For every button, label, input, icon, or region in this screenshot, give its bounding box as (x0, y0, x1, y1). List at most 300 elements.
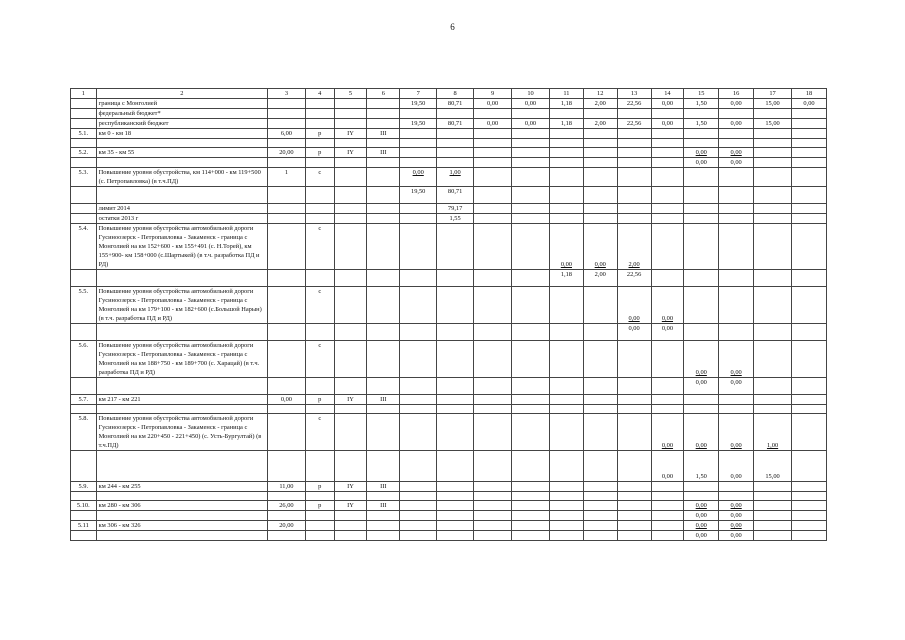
table-cell (512, 214, 550, 224)
column-header: 15 (684, 89, 719, 99)
table-cell: 0,00 (684, 414, 719, 451)
table-cell (583, 451, 617, 482)
table-cell (305, 405, 334, 414)
table-cell (400, 482, 437, 492)
table-cell (334, 341, 367, 378)
table-cell: 0,00 (549, 224, 583, 270)
table-cell (474, 482, 512, 492)
table-cell (437, 378, 474, 395)
table-cell (549, 341, 583, 378)
table-row (71, 287, 827, 324)
table-cell (651, 501, 684, 511)
table-cell (474, 511, 512, 521)
row-name (96, 531, 267, 541)
column-header: 7 (400, 89, 437, 99)
table-cell (474, 158, 512, 168)
table-cell (792, 214, 827, 224)
table-cell (792, 270, 827, 287)
table-cell (792, 482, 827, 492)
table-cell (437, 287, 474, 324)
table-cell (267, 158, 305, 168)
row-name: федеральный бюджет* (96, 109, 267, 119)
row-name: Повышение уровня обустройства автомобильной дороги Гусиноозерск - Петропавловка - Закаменск - граница с Монголией на км 152+600 - км 155+491 (с. Н.Торей), км 155+900- км 158+000 (с.Шартыкей) (в т.ч. разработка ПД и РД) (96, 224, 267, 270)
table-cell (437, 224, 474, 270)
table-cell (549, 168, 583, 187)
table-cell (437, 482, 474, 492)
table-cell (549, 405, 583, 414)
table-cell (437, 501, 474, 511)
table-cell (512, 148, 550, 158)
table-cell (474, 451, 512, 482)
row-name (96, 270, 267, 287)
row-number: 5.7. (71, 395, 97, 405)
table-cell (651, 148, 684, 158)
table-cell (754, 521, 792, 531)
table-cell (334, 187, 367, 204)
table-cell (651, 204, 684, 214)
table-cell (792, 378, 827, 395)
table-cell (617, 158, 651, 168)
table-cell (400, 378, 437, 395)
table-row (71, 451, 827, 482)
table-cell (334, 214, 367, 224)
table-row (71, 482, 827, 492)
table-cell: 0,00 (719, 511, 754, 521)
table-row (71, 129, 827, 139)
table-cell (305, 109, 334, 119)
column-header: 12 (583, 89, 617, 99)
row-number: 5.8. (71, 414, 97, 451)
table-cell (267, 405, 305, 414)
table-cell (474, 378, 512, 395)
table-cell (474, 148, 512, 158)
table-cell (583, 214, 617, 224)
table-cell (305, 492, 334, 501)
table-cell (512, 378, 550, 395)
table-cell: III (367, 129, 400, 139)
row-name: км 0 - км 18 (96, 129, 267, 139)
row-name: км 244 - км 255 (96, 482, 267, 492)
table-cell: с (305, 224, 334, 270)
row-name: Повышение уровня обустройства автомобильной дороги Гусиноозерск - Петропавловка - Закаменск - граница с Монголией на км 179+100 - км 182+600 (с.Большой Нарын) (в т.ч. разработка ПД и РД) (96, 287, 267, 324)
table-cell (617, 204, 651, 214)
table-cell (549, 214, 583, 224)
table-cell (719, 395, 754, 405)
table-cell (651, 270, 684, 287)
table-cell: IY (334, 501, 367, 511)
table-cell (437, 129, 474, 139)
table-cell (305, 378, 334, 395)
table-cell (474, 395, 512, 405)
page-number: 6 (450, 22, 455, 32)
row-number (71, 511, 97, 521)
table-cell (367, 119, 400, 129)
row-number (71, 139, 97, 148)
table-cell: 2,00 (617, 224, 651, 270)
table-cell (651, 341, 684, 378)
table-cell (617, 129, 651, 139)
table-row (71, 501, 827, 511)
table-cell (651, 378, 684, 395)
table-cell (719, 324, 754, 341)
table-cell (334, 414, 367, 451)
table-cell: 1,18 (549, 119, 583, 129)
table-cell (583, 204, 617, 214)
table-cell: 1,50 (684, 99, 719, 109)
table-cell (400, 270, 437, 287)
table-cell (684, 139, 719, 148)
table-cell (437, 531, 474, 541)
table-row (71, 492, 827, 501)
row-number: 5.2. (71, 148, 97, 158)
table-cell: 0,00 (651, 119, 684, 129)
table-cell (437, 395, 474, 405)
table-cell (305, 204, 334, 214)
table-row (71, 158, 827, 168)
table-cell (400, 139, 437, 148)
table-cell (754, 224, 792, 270)
table-cell (754, 158, 792, 168)
table-cell: 0,00 (719, 158, 754, 168)
table-cell (400, 214, 437, 224)
table-row (71, 414, 827, 451)
table-row (71, 168, 827, 187)
table-cell (334, 324, 367, 341)
table-cell (474, 270, 512, 287)
row-number (71, 204, 97, 214)
table-cell: р (305, 129, 334, 139)
table-cell (754, 139, 792, 148)
table-cell (651, 139, 684, 148)
column-header: 3 (267, 89, 305, 99)
table-cell: 15,00 (754, 99, 792, 109)
table-cell (437, 158, 474, 168)
table-row (71, 531, 827, 541)
table-cell (305, 119, 334, 129)
table-cell (684, 405, 719, 414)
table-cell (792, 204, 827, 214)
row-name: км 35 - км 55 (96, 148, 267, 158)
table-row (71, 270, 827, 287)
table-cell: 1,18 (549, 270, 583, 287)
table-cell (719, 187, 754, 204)
row-number (71, 378, 97, 395)
table-cell: 19,50 (400, 99, 437, 109)
table-cell (334, 204, 367, 214)
table-cell (512, 414, 550, 451)
table-cell (267, 187, 305, 204)
table-cell (437, 511, 474, 521)
row-name: Повышение уровня обустройства, км 114+000 - км 119+500 (с. Петропавловка) (в т.ч.ПД) (96, 168, 267, 187)
table-row (71, 204, 827, 214)
table-cell (512, 341, 550, 378)
table-cell (400, 395, 437, 405)
row-name: км 306 - км 326 (96, 521, 267, 531)
table-cell (367, 511, 400, 521)
table-cell: 0,00 (684, 531, 719, 541)
table-cell (367, 414, 400, 451)
table-cell (367, 378, 400, 395)
table-cell: с (305, 414, 334, 451)
table-cell (512, 109, 550, 119)
table-cell (400, 109, 437, 119)
table-cell (512, 492, 550, 501)
table-cell (367, 341, 400, 378)
table-cell (651, 395, 684, 405)
row-name (96, 187, 267, 204)
table-cell: 6,00 (267, 129, 305, 139)
table-cell (792, 148, 827, 158)
table-cell (651, 405, 684, 414)
table-cell (512, 224, 550, 270)
table-cell (583, 501, 617, 511)
table-cell (583, 511, 617, 521)
table-cell (334, 405, 367, 414)
table-cell (754, 109, 792, 119)
table-cell: 0,00 (651, 99, 684, 109)
table-cell (474, 405, 512, 414)
table-cell (617, 405, 651, 414)
table-cell (792, 168, 827, 187)
table-cell (400, 148, 437, 158)
table-cell: 0,00 (719, 451, 754, 482)
table-cell: 0,00 (512, 119, 550, 129)
table-cell (651, 109, 684, 119)
table-cell (684, 395, 719, 405)
column-header: 1 (71, 89, 97, 99)
table-cell (549, 139, 583, 148)
table-cell: 0,00 (719, 341, 754, 378)
table-cell (267, 214, 305, 224)
table-cell (474, 521, 512, 531)
table-cell (792, 511, 827, 521)
table-cell (305, 187, 334, 204)
table-cell (334, 119, 367, 129)
table-cell: р (305, 395, 334, 405)
table-row (71, 511, 827, 521)
table-cell: 0,00 (651, 414, 684, 451)
table-cell (400, 129, 437, 139)
table-cell (267, 99, 305, 109)
table-cell (437, 109, 474, 119)
table-cell: 80,71 (437, 99, 474, 109)
table-cell (400, 405, 437, 414)
table-cell (651, 482, 684, 492)
table-cell (719, 129, 754, 139)
table-cell (792, 501, 827, 511)
table-cell (792, 414, 827, 451)
row-number: 5.6. (71, 341, 97, 378)
row-name (96, 158, 267, 168)
table-cell (334, 99, 367, 109)
table-cell (583, 129, 617, 139)
table-cell (334, 451, 367, 482)
row-number (71, 99, 97, 109)
table-cell (792, 521, 827, 531)
table-cell: 1 (267, 168, 305, 187)
table-cell (719, 405, 754, 414)
table-cell: 0,00 (512, 99, 550, 109)
table-row (71, 324, 827, 341)
table-cell (400, 224, 437, 270)
row-number (71, 187, 97, 204)
table-cell: III (367, 482, 400, 492)
table-cell (754, 378, 792, 395)
table-cell (684, 482, 719, 492)
table-cell (617, 492, 651, 501)
table-cell (754, 405, 792, 414)
table-cell: IY (334, 482, 367, 492)
table-cell (684, 270, 719, 287)
table-cell (474, 287, 512, 324)
column-header: 18 (792, 89, 827, 99)
table-cell: III (367, 395, 400, 405)
table-row (71, 187, 827, 204)
row-name (96, 511, 267, 521)
table-cell (651, 158, 684, 168)
table-cell (549, 158, 583, 168)
table-cell (583, 482, 617, 492)
table-cell (474, 341, 512, 378)
table-row (71, 405, 827, 414)
table-cell (754, 214, 792, 224)
table-cell (583, 492, 617, 501)
table-cell (512, 501, 550, 511)
table-cell (684, 224, 719, 270)
table-cell (334, 168, 367, 187)
table-cell (267, 204, 305, 214)
row-name (96, 451, 267, 482)
table-cell (474, 531, 512, 541)
table-row (71, 119, 827, 129)
table-cell (617, 414, 651, 451)
table-cell (400, 204, 437, 214)
table-cell (400, 158, 437, 168)
table-cell: 0,00 (792, 99, 827, 109)
table-cell (583, 378, 617, 395)
table-cell (617, 214, 651, 224)
table-cell: 0,00 (684, 148, 719, 158)
table-cell (792, 109, 827, 119)
table-cell: IY (334, 129, 367, 139)
row-number (71, 214, 97, 224)
row-name: км 217 - км 221 (96, 395, 267, 405)
column-header: 2 (96, 89, 267, 99)
table-cell (684, 187, 719, 204)
table-cell (512, 287, 550, 324)
table-cell (549, 501, 583, 511)
table-row (71, 341, 827, 378)
table-cell (754, 148, 792, 158)
table-row (71, 395, 827, 405)
table-cell (617, 168, 651, 187)
table-cell (512, 324, 550, 341)
table-cell: 15,00 (754, 451, 792, 482)
table-cell: 0,00 (474, 99, 512, 109)
row-name: республиканский бюджет (96, 119, 267, 129)
table-cell: IY (334, 148, 367, 158)
table-cell (549, 148, 583, 158)
table-cell: 0,00 (617, 287, 651, 324)
table-cell (267, 511, 305, 521)
table-cell (583, 187, 617, 204)
table-cell: 80,71 (437, 187, 474, 204)
table-cell (549, 482, 583, 492)
table-cell: 20,00 (267, 521, 305, 531)
table-cell (367, 531, 400, 541)
table-cell (754, 129, 792, 139)
table-cell (305, 451, 334, 482)
row-name (96, 492, 267, 501)
table-cell (512, 129, 550, 139)
table-cell (400, 451, 437, 482)
table-cell (719, 482, 754, 492)
table-cell: 0,00 (400, 168, 437, 187)
table-cell: 0,00 (684, 378, 719, 395)
table-cell (512, 531, 550, 541)
row-name: остатки 2013 г (96, 214, 267, 224)
table-cell: 2,00 (583, 119, 617, 129)
row-number: 5.9. (71, 482, 97, 492)
table-cell (754, 531, 792, 541)
table-cell (792, 451, 827, 482)
table-cell (719, 214, 754, 224)
table-cell (651, 129, 684, 139)
table-cell (267, 451, 305, 482)
table-cell (512, 187, 550, 204)
table-cell (583, 109, 617, 119)
table-cell: 80,71 (437, 119, 474, 129)
table-cell (367, 270, 400, 287)
table-cell (754, 204, 792, 214)
table-cell (792, 287, 827, 324)
table-cell (719, 270, 754, 287)
column-header: 10 (512, 89, 550, 99)
table-cell: 26,00 (267, 501, 305, 511)
table-cell (792, 395, 827, 405)
table-cell (267, 341, 305, 378)
table-cell (437, 405, 474, 414)
table-cell: 1,50 (684, 451, 719, 482)
table-cell (400, 531, 437, 541)
row-number (71, 405, 97, 414)
table-row (71, 109, 827, 119)
table-cell (617, 378, 651, 395)
table-cell: р (305, 501, 334, 511)
table-cell (267, 414, 305, 451)
table-cell (334, 492, 367, 501)
table-cell (684, 214, 719, 224)
table-cell (400, 521, 437, 531)
table-cell (367, 99, 400, 109)
table-cell (305, 531, 334, 541)
table-cell (267, 109, 305, 119)
table-cell (719, 168, 754, 187)
table-cell (267, 119, 305, 129)
table-cell (651, 168, 684, 187)
table-cell (437, 521, 474, 531)
table-cell (549, 492, 583, 501)
table-cell: 0,00 (719, 99, 754, 109)
table-cell (267, 531, 305, 541)
table-cell: IY (334, 395, 367, 405)
table-cell (684, 287, 719, 324)
column-header: 6 (367, 89, 400, 99)
table-cell (400, 492, 437, 501)
column-header: 11 (549, 89, 583, 99)
row-number: 5.3. (71, 168, 97, 187)
table-cell (549, 378, 583, 395)
